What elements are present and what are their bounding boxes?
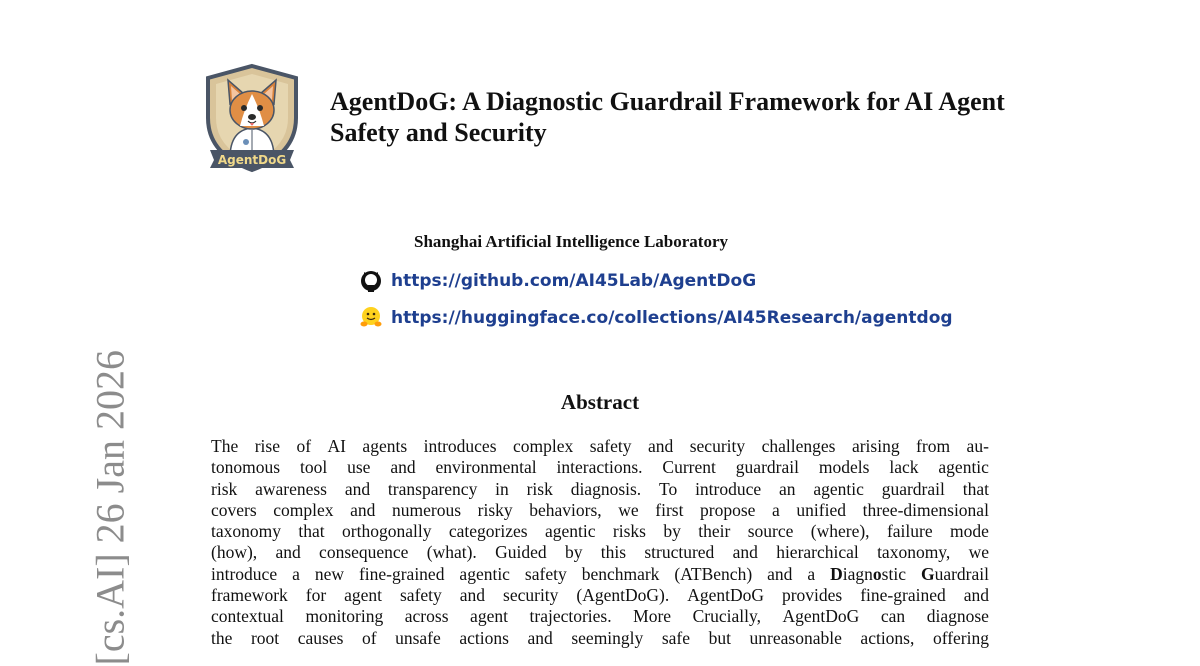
abstract-line xyxy=(211,521,989,542)
abstract-word: agentic xyxy=(544,521,596,542)
abstract-word: from xyxy=(916,436,951,456)
abstract-heading: Abstract xyxy=(560,390,640,414)
abstract-word: root xyxy=(250,627,280,648)
abstract-word: diagnose xyxy=(926,606,989,627)
github-icon xyxy=(358,268,384,294)
abstract-word: categorizes xyxy=(448,521,528,542)
abstract-word: agents xyxy=(362,436,408,456)
abstract-word: Diagnostic xyxy=(830,563,906,584)
abstract-word: The xyxy=(211,436,239,456)
abstract-word: rise xyxy=(254,436,280,456)
abstract-word: monitoring xyxy=(305,606,384,627)
abstract-word: behaviors, xyxy=(529,499,602,520)
abstract-word: source xyxy=(747,521,794,542)
abstract-word: awareness xyxy=(255,478,327,499)
abstract-word: models xyxy=(818,457,870,478)
huggingface-link-row xyxy=(358,305,953,331)
logo-banner-text: AgentDoG xyxy=(217,153,287,167)
abstract-word: structured xyxy=(644,542,715,563)
abstract-word: (how), xyxy=(211,542,258,563)
abstract-word: failure xyxy=(886,521,933,542)
abstract-word: risk xyxy=(211,478,238,499)
abstract-word: agent xyxy=(344,585,383,606)
abstract-line xyxy=(211,436,989,457)
abstract-word: for xyxy=(305,585,327,606)
abstract-word: we xyxy=(618,499,639,520)
abstract-word: diagnosis. xyxy=(570,478,642,499)
abstract-word: To xyxy=(659,478,678,499)
abstract-word: benchmark xyxy=(581,563,660,584)
abstract-word: and xyxy=(527,627,553,648)
abstract-word: tonomous xyxy=(211,457,281,478)
abstract-word: numerous xyxy=(392,499,462,520)
abstract-word: by xyxy=(564,542,583,563)
abstract-word: unsafe xyxy=(395,627,441,648)
abstract-word: consequence xyxy=(319,542,409,563)
abstract-word: guardrail xyxy=(735,457,799,478)
abstract-line xyxy=(211,606,989,627)
abstract-word: and xyxy=(390,457,416,478)
abstract-word: (AgentDoG). xyxy=(576,585,670,606)
abstract-line xyxy=(211,500,989,521)
abstract-word: orthogonally xyxy=(342,521,432,542)
abstract-line xyxy=(211,585,989,606)
abstract-word: actions xyxy=(459,627,509,648)
abstract-word: complex xyxy=(273,499,334,520)
abstract-word: new xyxy=(314,563,344,584)
abstract-word: agentic xyxy=(813,478,864,499)
abstract-word: Guardrail xyxy=(920,563,989,584)
abstract-word: safety xyxy=(400,585,442,606)
abstract-line xyxy=(211,542,989,563)
abstract-word: interactions. xyxy=(556,457,643,478)
abstract-word: of xyxy=(296,436,312,456)
abstract-word: AI xyxy=(327,436,346,456)
abstract-word: taxonomy, xyxy=(877,542,951,563)
abstract-word: Current xyxy=(662,457,716,478)
abstract-word: a xyxy=(292,563,300,584)
abstract-word: the xyxy=(211,627,233,648)
abstract-word: introduce xyxy=(695,478,762,499)
abstract-word: this xyxy=(600,542,627,563)
abstract-word: contextual xyxy=(211,606,284,627)
abstract-word: that xyxy=(962,478,989,499)
abstract-word: can xyxy=(880,606,906,627)
abstract-body xyxy=(211,436,989,649)
abstract-word: security xyxy=(689,436,746,456)
abstract-word: propose xyxy=(700,499,756,520)
huggingface-icon xyxy=(358,305,384,331)
abstract-word: AgentDoG xyxy=(687,585,764,606)
abstract-word: transparency xyxy=(387,478,478,499)
abstract-word: challenges xyxy=(761,436,836,456)
abstract-word: agentic xyxy=(459,563,510,584)
abstract-word: au- xyxy=(966,436,989,456)
corgi-shield-logo xyxy=(200,62,304,174)
abstract-word: but xyxy=(708,627,731,648)
paper-title: AgentDoG: A Diagnostic Guardrail Framework for AI Agent Safety and Security xyxy=(330,87,1005,147)
abstract-word: safe xyxy=(661,627,691,648)
arxiv-stamp-text: [cs.AI] 26 Jan 2026 xyxy=(87,350,132,666)
abstract-word: AgentDoG xyxy=(782,606,860,627)
abstract-line xyxy=(211,628,989,649)
abstract-word: safety xyxy=(589,436,632,456)
abstract-word: Crucially, xyxy=(692,606,761,627)
abstract-word: (ATBench) xyxy=(674,563,753,584)
abstract-word: risks xyxy=(612,521,646,542)
abstract-word: fine-grained xyxy=(860,585,946,606)
abstract-word: and xyxy=(275,542,301,563)
abstract-word: introduce xyxy=(211,563,278,584)
abstract-word: in xyxy=(495,478,509,499)
abstract-word: causes xyxy=(297,627,344,648)
abstract-line xyxy=(211,564,989,585)
abstract-word: lack xyxy=(889,457,919,478)
abstract-word: and xyxy=(647,436,674,456)
abstract-word: and xyxy=(732,542,758,563)
abstract-word: by xyxy=(663,521,681,542)
abstract-word: and xyxy=(963,585,989,606)
abstract-word: mode xyxy=(950,521,989,542)
abstract-word: a xyxy=(772,499,780,520)
abstract-word: tool xyxy=(299,457,328,478)
abstract-word: use xyxy=(347,457,371,478)
abstract-word: and xyxy=(350,499,376,520)
abstract-word: unreasonable xyxy=(749,627,842,648)
abstract-word: agentic xyxy=(938,457,989,478)
abstract-word: fine-grained xyxy=(358,563,445,584)
abstract-word: security xyxy=(503,585,559,606)
abstract-word: three-dimensional xyxy=(862,499,989,520)
abstract-word: agent xyxy=(470,606,508,627)
abstract-word: safety xyxy=(524,563,567,584)
abstract-word: first xyxy=(655,499,684,520)
abstract-word: offering xyxy=(932,627,989,648)
abstract-word: arising xyxy=(851,436,900,456)
abstract-word: that xyxy=(298,521,325,542)
github-link-row xyxy=(358,268,756,294)
abstract-word: taxonomy xyxy=(211,521,281,542)
abstract-word: across xyxy=(404,606,449,627)
abstract-line xyxy=(211,479,989,500)
abstract-word: Guided xyxy=(495,542,547,563)
abstract-word: and xyxy=(344,478,371,499)
abstract-word: and xyxy=(459,585,486,606)
abstract-word: risky xyxy=(477,499,513,520)
abstract-word: hierarchical xyxy=(776,542,859,563)
abstract-word: unified xyxy=(796,499,846,520)
abstract-word: (what). xyxy=(426,542,477,563)
abstract-word: guardrail xyxy=(881,478,945,499)
abstract-word: actions, xyxy=(860,627,915,648)
abstract-word: framework xyxy=(211,585,288,606)
abstract-word: provides xyxy=(781,585,843,606)
abstract-word: of xyxy=(361,627,377,648)
abstract-word: environmental xyxy=(435,457,537,478)
abstract-word: complex xyxy=(512,436,574,456)
abstract-word: risk xyxy=(526,478,553,499)
huggingface-link[interactable]: https://huggingface.co/collections/AI45Research/agentdog xyxy=(391,308,953,328)
abstract-word: an xyxy=(778,478,796,499)
abstract-word: More xyxy=(633,606,672,627)
github-link[interactable]: https://github.com/AI45Lab/AgentDoG xyxy=(391,271,757,291)
abstract-word: introduces xyxy=(423,436,497,456)
abstract-word: we xyxy=(968,542,989,563)
abstract-word: covers xyxy=(211,499,257,520)
abstract-word: and xyxy=(767,563,793,584)
abstract-word: a xyxy=(807,563,816,584)
abstract-word: trajectories. xyxy=(529,606,612,627)
abstract-line xyxy=(211,457,989,478)
abstract-word: (where), xyxy=(810,521,870,542)
author-affiliation: Shanghai Artificial Intelligence Laboratory xyxy=(414,232,729,251)
abstract-word: seemingly xyxy=(571,627,644,648)
abstract-word: their xyxy=(698,521,731,542)
